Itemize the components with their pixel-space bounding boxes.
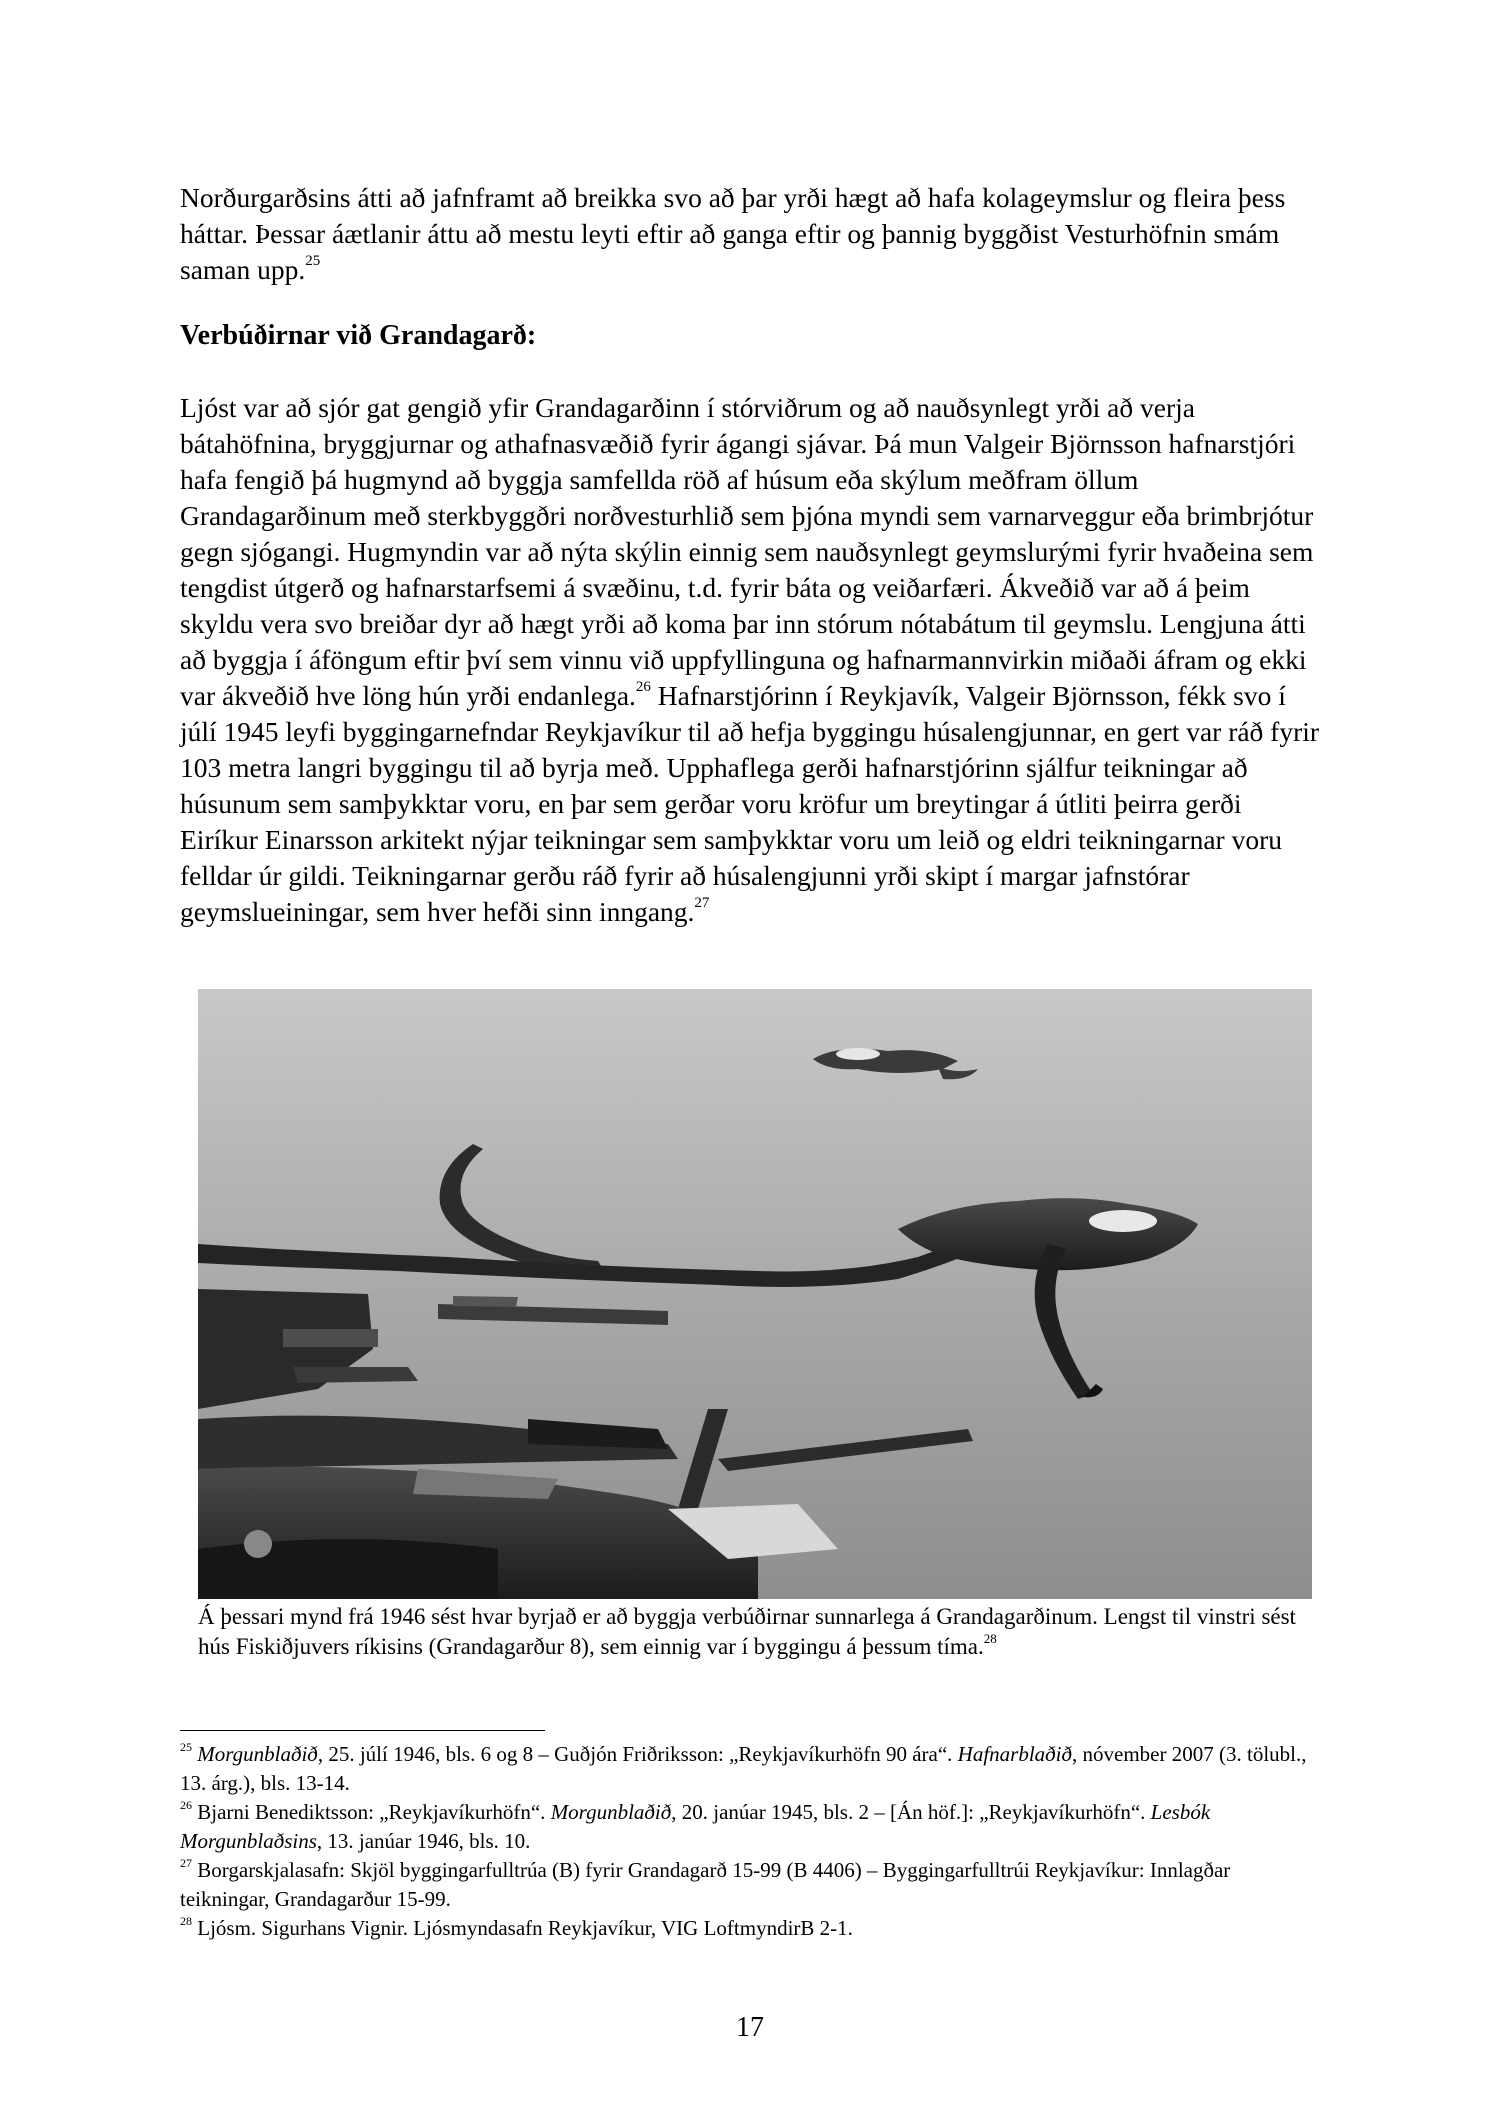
footnote-text: , 20. janúar 1945, bls. 2 – [Án höf.]: „Reykjavíkurhöfn“. xyxy=(671,1800,1151,1824)
footnote-text: Ljósm. Sigurhans Vignir. Ljósmyndasafn Reykjavíkur, VIG LoftmyndirB 2-1. xyxy=(192,1916,853,1940)
section-heading: Verbúðirnar við Grandagarð: xyxy=(180,320,537,351)
footnote-source-title: Lesbók Morgunblaðsins xyxy=(180,1800,1211,1853)
footnote-ref-28[interactable]: 28 xyxy=(983,1631,997,1646)
photo-caption xyxy=(198,1602,1318,1662)
footnote-number: 25 xyxy=(180,1740,192,1754)
footnote-source-title: Morgunblaðið xyxy=(197,1742,318,1766)
footnote-text: , nóvember 2007 (3. tölubl., 13. árg.), bls. 13-14. xyxy=(180,1742,1307,1795)
footnote-text: , 13. janúar 1946, bls. 10. xyxy=(316,1829,531,1853)
footnote-source-title: Hafnarblaðið xyxy=(957,1742,1073,1766)
footnote-26 xyxy=(180,1798,1320,1856)
intro-paragraph xyxy=(180,180,1320,288)
footnote-text: Borgarskjalasafn: Skjöl byggingarfulltrúa (B) fyrir Grandagarð 15-99 (B 4406) – Byggingarfulltrúi Reykjavíkur: Innlagðar teikningar, Grandagarður 15-99. xyxy=(180,1858,1231,1911)
footnote-number: 27 xyxy=(180,1856,192,1870)
footnote-text: , 25. júlí 1946, bls. 6 og 8 – Guðjón Friðriksson: „Reykjavíkurhöfn 90 ára“. xyxy=(317,1742,958,1766)
footnote-separator xyxy=(180,1730,545,1731)
footnote-number: 28 xyxy=(180,1914,192,1928)
intro-text: Norðurgarðsins átti að jafnframt að breikka svo að þar yrði hægt að hafa kolageymslur og fleira þess háttar. Þessar áætlanir áttu að mestu leyti eftir að ganga eftir og þannig byggðist Vesturhöfnin smám saman upp. xyxy=(180,182,1286,285)
footnote-source-title: Morgunblaðið xyxy=(550,1800,672,1824)
footnote-ref-25[interactable]: 25 xyxy=(305,253,321,269)
footnote-number: 26 xyxy=(180,1798,192,1812)
body-paragraph xyxy=(180,390,1320,930)
footnotes xyxy=(180,1740,1320,1943)
body-text-part2: Hafnarstjórinn í Reykjavík, Valgeir Björnsson, fékk svo í júlí 1945 leyfi byggingarnefndar Reykjavíkur til að hefja byggingu húsalengjunnar, en gert var ráð fyrir 103 metra langri byggingu til að byrja með. Upphaflega gerði hafnarstjórinn sjálfur teikningar að húsunum sem samþykktar voru, en þar sem gerðar voru kröfur um breytingar á útliti þeirra gerði Eiríkur Einarsson arkitekt nýjar teikningar sem samþykktar voru um leið og eldri teikningarnar voru felldar úr gildi. Teikningarnar gerðu ráð fyrir að húsalengjunni yrði skipt í margar jafnstórar geymslueiningar, sem hver hefði sinn inngang. xyxy=(180,680,1320,927)
aerial-harbor-photo xyxy=(198,989,1312,1599)
footnote-28 xyxy=(180,1914,1320,1943)
page-number: 17 xyxy=(736,2012,764,2043)
footnote-ref-27[interactable]: 27 xyxy=(694,895,710,911)
body-text-part1: Ljóst var að sjór gat gengið yfir Grandagarðinn í stórviðrum og að nauðsynlegt yrði að verja bátahöfnina, bryggjurnar og athafnasvæðið fyrir ágangi sjávar. Þá mun Valgeir Björnsson hafnarstjóri hafa fengið þá hugmynd að byggja samfellda röð af húsum eða skýlum meðfram öllum Grandagarðinum með sterkbyggðri norðvesturhlið sem þjóna myndi sem varnarveggur eða brimbrjótur gegn sjógangi. Hugmyndin var að nýta skýlin einnig sem nauðsynlegt geymslurými fyrir hvaðeina sem tengdist útgerð og hafnarstarfsemi á svæðinu, t.d. fyrir báta og veiðarfæri. Ákveðið var að á þeim skyldu vera svo breiðar dyr að hægt yrði að koma þar inn stórum nótabátum til geymslu. Lengjuna átti að byggja í áföngum eftir því sem vinnu við uppfyllinguna og hafnarmannvirkin miðaði áfram og ekki var ákveðið hve löng hún yrði endanlega. xyxy=(180,392,1314,711)
footnote-27 xyxy=(180,1856,1320,1914)
footnote-text: Bjarni Benediktsson: „Reykjavíkurhöfn“. xyxy=(192,1800,551,1824)
caption-text: Á þessari mynd frá 1946 sést hvar byrjað er að byggja verbúðirnar sunnarlega á Grandagarðinum. Lengst til vinstri sést hús Fiskiðjuvers ríkisins (Grandagarður 8), sem einnig var í byggingu á þessum tíma. xyxy=(198,1604,1296,1659)
footnote-25 xyxy=(180,1740,1320,1798)
footnote-ref-26[interactable]: 26 xyxy=(635,679,651,695)
